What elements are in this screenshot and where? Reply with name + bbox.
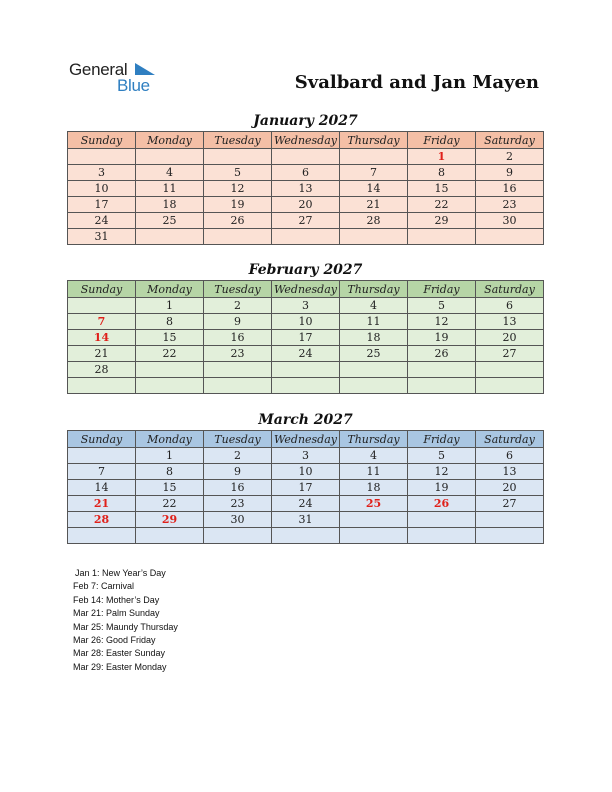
empty-day-cell xyxy=(408,512,476,528)
empty-day-cell xyxy=(476,378,544,394)
empty-day-cell xyxy=(340,362,408,378)
day-cell: 10 xyxy=(272,314,340,330)
empty-day-cell xyxy=(204,149,272,165)
day-cell: 23 xyxy=(204,496,272,512)
week-row xyxy=(68,464,544,480)
weekday-header: Wednesday xyxy=(272,431,340,448)
month-february xyxy=(67,261,544,394)
empty-day-cell xyxy=(272,362,340,378)
day-cell: 9 xyxy=(476,165,544,181)
empty-day-cell xyxy=(340,528,408,544)
empty-day-cell xyxy=(340,229,408,245)
day-cell: 11 xyxy=(136,181,204,197)
month-title: January 2027 xyxy=(253,113,358,129)
day-cell: 22 xyxy=(136,346,204,362)
month-title: February 2027 xyxy=(248,262,363,278)
week-row xyxy=(68,229,544,245)
empty-day-cell xyxy=(136,229,204,245)
day-cell: 31 xyxy=(272,512,340,528)
day-cell: 12 xyxy=(204,181,272,197)
weekday-header: Tuesday xyxy=(204,132,272,149)
day-cell: 7 xyxy=(68,464,136,480)
holiday-item: Feb 14: Mother’s Day xyxy=(73,594,160,605)
day-cell: 18 xyxy=(340,330,408,346)
day-cell: 24 xyxy=(272,496,340,512)
empty-day-cell xyxy=(204,362,272,378)
day-cell: 19 xyxy=(408,480,476,496)
weekday-header: Friday xyxy=(408,132,476,149)
weekday-header: Thursday xyxy=(340,132,408,149)
day-cell: 22 xyxy=(136,496,204,512)
day-cell: 20 xyxy=(476,330,544,346)
day-cell: 18 xyxy=(136,197,204,213)
empty-day-cell xyxy=(204,378,272,394)
day-cell: 16 xyxy=(204,480,272,496)
day-cell: 1 xyxy=(136,448,204,464)
day-cell: 8 xyxy=(408,165,476,181)
day-cell: 10 xyxy=(272,464,340,480)
day-cell: 4 xyxy=(136,165,204,181)
day-cell: 13 xyxy=(476,464,544,480)
month-january xyxy=(67,112,544,245)
calendar-table xyxy=(67,430,544,544)
day-cell: 2 xyxy=(204,448,272,464)
day-cell: 25 xyxy=(136,213,204,229)
day-cell: 6 xyxy=(476,448,544,464)
day-cell: 31 xyxy=(68,229,136,245)
day-cell: 25 xyxy=(340,496,408,512)
week-row xyxy=(68,165,544,181)
week-row xyxy=(68,480,544,496)
day-cell: 27 xyxy=(476,496,544,512)
day-cell: 11 xyxy=(340,464,408,480)
day-cell: 25 xyxy=(340,346,408,362)
day-cell: 21 xyxy=(68,496,136,512)
day-cell: 7 xyxy=(68,314,136,330)
empty-day-cell xyxy=(408,528,476,544)
day-cell: 21 xyxy=(68,346,136,362)
empty-day-cell xyxy=(476,512,544,528)
day-cell: 20 xyxy=(476,480,544,496)
empty-day-cell xyxy=(408,362,476,378)
calendar-table xyxy=(67,280,544,394)
empty-day-cell xyxy=(136,149,204,165)
week-row xyxy=(68,528,544,544)
week-row xyxy=(68,213,544,229)
day-cell: 4 xyxy=(340,298,408,314)
holiday-item: Feb 7: Carnival xyxy=(73,581,135,592)
day-cell: 30 xyxy=(476,213,544,229)
day-cell: 1 xyxy=(136,298,204,314)
day-cell: 1 xyxy=(408,149,476,165)
day-cell: 13 xyxy=(272,181,340,197)
day-cell: 12 xyxy=(408,464,476,480)
week-row xyxy=(68,448,544,464)
weekday-header: Wednesday xyxy=(272,132,340,149)
day-cell: 9 xyxy=(204,464,272,480)
empty-day-cell xyxy=(408,229,476,245)
day-cell: 15 xyxy=(136,480,204,496)
week-row xyxy=(68,197,544,213)
empty-day-cell xyxy=(204,528,272,544)
day-cell: 26 xyxy=(204,213,272,229)
day-cell: 8 xyxy=(136,314,204,330)
empty-day-cell xyxy=(272,528,340,544)
day-cell: 17 xyxy=(272,330,340,346)
empty-day-cell xyxy=(136,378,204,394)
week-row xyxy=(68,181,544,197)
day-cell: 23 xyxy=(476,197,544,213)
weekday-header: Friday xyxy=(408,431,476,448)
empty-day-cell xyxy=(272,229,340,245)
holiday-list xyxy=(73,567,178,674)
day-cell: 5 xyxy=(408,298,476,314)
day-cell: 7 xyxy=(340,165,408,181)
day-cell: 8 xyxy=(136,464,204,480)
empty-day-cell xyxy=(408,378,476,394)
day-cell: 22 xyxy=(408,197,476,213)
week-row xyxy=(68,298,544,314)
weekday-header: Sunday xyxy=(68,281,136,298)
holiday-item: Mar 28: Easter Sunday xyxy=(73,648,166,659)
day-cell: 3 xyxy=(272,298,340,314)
week-row xyxy=(68,149,544,165)
holiday-item: Mar 29: Easter Monday xyxy=(73,661,167,672)
day-cell: 13 xyxy=(476,314,544,330)
country-title: Svalbard and Jan Mayen xyxy=(294,72,539,93)
empty-day-cell xyxy=(68,528,136,544)
day-cell: 17 xyxy=(68,197,136,213)
day-cell: 27 xyxy=(476,346,544,362)
empty-day-cell xyxy=(272,149,340,165)
day-cell: 14 xyxy=(340,181,408,197)
day-cell: 15 xyxy=(408,181,476,197)
month-march xyxy=(67,411,544,544)
weekday-header: Tuesday xyxy=(204,431,272,448)
empty-day-cell xyxy=(204,229,272,245)
logo xyxy=(69,60,159,96)
day-cell: 11 xyxy=(340,314,408,330)
week-row xyxy=(68,346,544,362)
day-cell: 16 xyxy=(476,181,544,197)
week-row xyxy=(68,362,544,378)
day-cell: 5 xyxy=(204,165,272,181)
day-cell: 28 xyxy=(68,362,136,378)
empty-day-cell xyxy=(68,448,136,464)
day-cell: 9 xyxy=(204,314,272,330)
logo-text-blue: Blue xyxy=(117,76,150,95)
weekday-header-row xyxy=(68,431,544,448)
day-cell: 3 xyxy=(272,448,340,464)
day-cell: 16 xyxy=(204,330,272,346)
empty-day-cell xyxy=(340,512,408,528)
holiday-item: Mar 25: Maundy Thursday xyxy=(73,621,178,632)
empty-day-cell xyxy=(476,528,544,544)
day-cell: 14 xyxy=(68,480,136,496)
calendar-table xyxy=(67,131,544,245)
weekday-header: Monday xyxy=(136,132,204,149)
weekday-header: Thursday xyxy=(340,281,408,298)
day-cell: 26 xyxy=(408,496,476,512)
holiday-item: Mar 26: Good Friday xyxy=(73,635,156,646)
day-cell: 5 xyxy=(408,448,476,464)
month-title: March 2027 xyxy=(258,412,353,428)
day-cell: 6 xyxy=(272,165,340,181)
day-cell: 2 xyxy=(204,298,272,314)
day-cell: 17 xyxy=(272,480,340,496)
day-cell: 28 xyxy=(68,512,136,528)
empty-day-cell xyxy=(476,362,544,378)
week-row xyxy=(68,330,544,346)
weekday-header: Saturday xyxy=(476,431,544,448)
empty-day-cell xyxy=(272,378,340,394)
week-row xyxy=(68,512,544,528)
week-row xyxy=(68,496,544,512)
empty-day-cell xyxy=(476,229,544,245)
day-cell: 23 xyxy=(204,346,272,362)
day-cell: 19 xyxy=(204,197,272,213)
holiday-item: Mar 21: Palm Sunday xyxy=(73,608,160,619)
weekday-header: Saturday xyxy=(476,281,544,298)
empty-day-cell xyxy=(68,378,136,394)
day-cell: 12 xyxy=(408,314,476,330)
day-cell: 6 xyxy=(476,298,544,314)
weekday-header: Monday xyxy=(136,431,204,448)
week-row xyxy=(68,314,544,330)
empty-day-cell xyxy=(68,149,136,165)
weekday-header: Sunday xyxy=(68,132,136,149)
weekday-header-row xyxy=(68,281,544,298)
logo-text-general: General xyxy=(69,60,128,79)
day-cell: 14 xyxy=(68,330,136,346)
day-cell: 19 xyxy=(408,330,476,346)
weekday-header: Sunday xyxy=(68,431,136,448)
day-cell: 21 xyxy=(340,197,408,213)
day-cell: 20 xyxy=(272,197,340,213)
weekday-header: Tuesday xyxy=(204,281,272,298)
week-row xyxy=(68,378,544,394)
day-cell: 29 xyxy=(408,213,476,229)
empty-day-cell xyxy=(68,298,136,314)
weekday-header-row xyxy=(68,132,544,149)
empty-day-cell xyxy=(136,362,204,378)
weekday-header: Monday xyxy=(136,281,204,298)
day-cell: 15 xyxy=(136,330,204,346)
day-cell: 10 xyxy=(68,181,136,197)
weekday-header: Thursday xyxy=(340,431,408,448)
empty-day-cell xyxy=(340,378,408,394)
day-cell: 18 xyxy=(340,480,408,496)
weekday-header: Friday xyxy=(408,281,476,298)
weekday-header: Wednesday xyxy=(272,281,340,298)
day-cell: 4 xyxy=(340,448,408,464)
holiday-item: Jan 1: New Year’s Day xyxy=(75,568,166,578)
day-cell: 24 xyxy=(272,346,340,362)
weekday-header: Saturday xyxy=(476,132,544,149)
empty-day-cell xyxy=(136,528,204,544)
day-cell: 28 xyxy=(340,213,408,229)
day-cell: 29 xyxy=(136,512,204,528)
empty-day-cell xyxy=(340,149,408,165)
day-cell: 27 xyxy=(272,213,340,229)
logo-flag-icon xyxy=(135,63,155,77)
day-cell: 2 xyxy=(476,149,544,165)
day-cell: 3 xyxy=(68,165,136,181)
day-cell: 30 xyxy=(204,512,272,528)
day-cell: 24 xyxy=(68,213,136,229)
day-cell: 26 xyxy=(408,346,476,362)
